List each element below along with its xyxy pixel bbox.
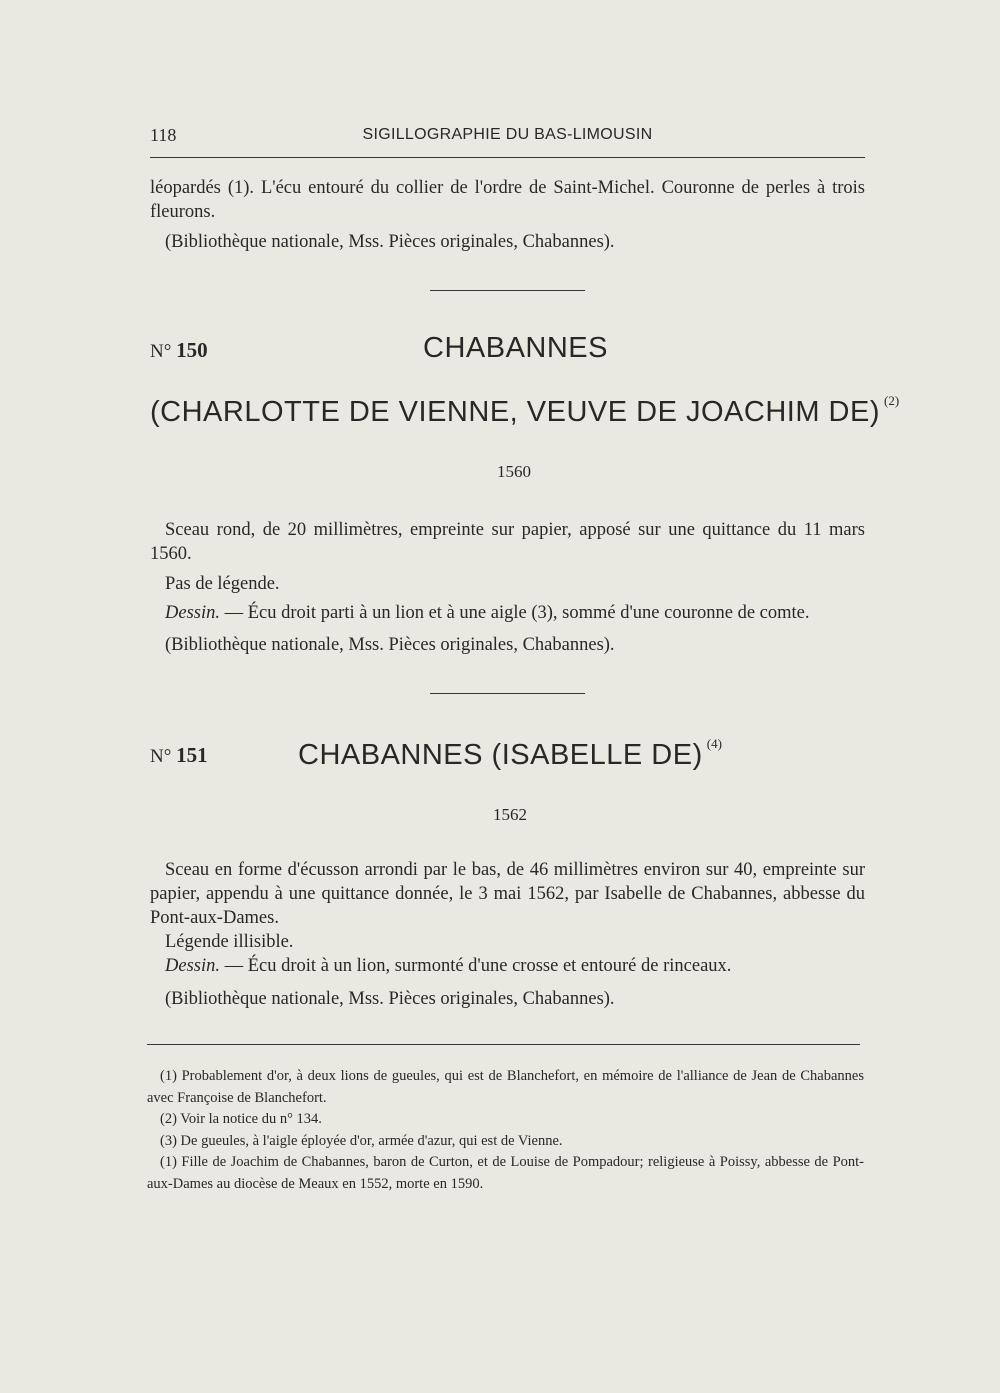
entry-subtitle-text: (CHARLOTTE DE VIENNE, VEUVE DE JOACHIM DE)	[150, 396, 880, 428]
entry-title: CHABANNES	[423, 332, 608, 364]
entry-drawing	[165, 601, 810, 625]
drawing-text: — Écu droit à un lion, surmonté d'une crosse et entouré de rinceaux.	[220, 956, 732, 976]
entry-legend: Légende illisible.	[165, 932, 294, 952]
entry-number-prefix: N°	[150, 746, 172, 767]
entry-number-value: 150	[176, 338, 208, 362]
section-divider	[430, 693, 585, 694]
running-head	[150, 125, 865, 151]
entry-year: 1562	[493, 805, 527, 824]
drawing-text: — Écu droit parti à un lion et à une aigle (3), sommé d'une couronne de comte.	[220, 603, 810, 623]
footnote-rule	[147, 1044, 860, 1045]
entry-number	[150, 743, 208, 768]
running-title: SIGILLOGRAPHIE DU BAS-LIMOUSIN	[362, 126, 653, 143]
entry-source: (Bibliothèque nationale, Mss. Pièces originales, Chabannes).	[165, 635, 615, 655]
entry-year: 1560	[497, 462, 531, 481]
header-rule	[150, 157, 865, 158]
footnote: (1) Probablement d'or, à deux lions de gueules, qui est de Blanchefort, en mémoire de l'alliance de Jean de Chabannes avec Françoise de Blanchefort.	[147, 1068, 864, 1106]
drawing-label: Dessin.	[165, 603, 220, 623]
page-number: 118	[150, 125, 177, 145]
entry-legend: Pas de légende.	[165, 574, 280, 594]
entry-title	[298, 736, 722, 772]
footnote: (1) Fille de Joachim de Chabannes, baron de Curton, et de Louise de Pompadour; religieuse à Poissy, abbesse de Pont-aux-Dames au diocèse de Meaux en 1552, morte en 1590.	[147, 1154, 864, 1192]
footnotes	[147, 1066, 864, 1195]
intro-source: (Bibliothèque nationale, Mss. Pièces originales, Chabannes).	[165, 232, 615, 252]
entry-subtitle	[150, 393, 899, 429]
footnote: (2) Voir la notice du n° 134.	[160, 1111, 322, 1127]
footnote: (3) De gueules, à l'aigle éployée d'or, armée d'azur, qui est de Vienne.	[160, 1132, 563, 1149]
entry-drawing	[165, 954, 731, 978]
entry-number-value: 151	[176, 743, 208, 767]
entry-number	[150, 338, 208, 363]
section-divider	[430, 290, 585, 291]
entry-title-text: CHABANNES (ISABELLE DE)	[298, 739, 703, 771]
intro-paragraph: léopardés (1). L'écu entouré du collier de l'ordre de Saint-Michel. Couronne de perles à trois fleurons.	[150, 178, 865, 222]
entry-description: Sceau rond, de 20 millimètres, empreinte sur papier, apposé sur une quittance du 11 mars 1560.	[150, 520, 865, 564]
entry-number-prefix: N°	[150, 341, 172, 362]
entry-source: (Bibliothèque nationale, Mss. Pièces originales, Chabannes).	[165, 989, 615, 1009]
entry-description: Sceau en forme d'écusson arrondi par le bas, de 46 millimètres environ sur 40, empreinte sur papier, appendu à une quittance donnée, le 3 mai 1562, par Isabelle de Chabannes, abbesse du Pont-aux-Dames.	[150, 860, 865, 928]
footnote-ref: (4)	[706, 736, 722, 751]
drawing-label: Dessin.	[165, 956, 220, 976]
footnote-ref: (2)	[884, 393, 900, 408]
